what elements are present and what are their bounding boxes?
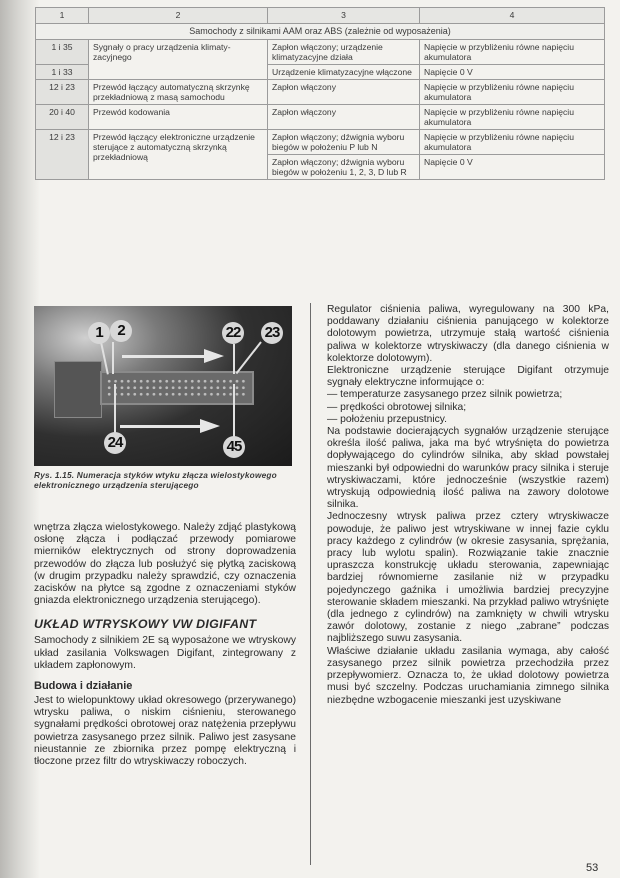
column-number: 1	[36, 8, 89, 24]
column-divider	[310, 303, 311, 865]
result-cell: Napięcie 0 V	[420, 155, 605, 180]
arrow-head-icon	[204, 349, 224, 363]
direction-arrow-bottom	[120, 425, 202, 428]
result-cell: Napięcie w przybliżeniu równe napięciu akumulatora	[420, 105, 605, 130]
paragraph: Jednoczesny wtrysk paliwa przez cztery wtryskiwacze powoduje, że paliwo jest wtryskiwane w innej fazie cyklu pracy każdego z cylindrów (w okresie zasysania, sprężania, pracy lub wylotu spalin). Rozwiązanie takie znacznie upraszcza konstrukcję układu sterowania, zapewniając bardziej równomierne zasilanie niż w przypadku pojedynczego gaźnika i umożliwia bardziej precyzyjne sterowanie składem mieszanki. Na przykład paliwo wtryśnięte (dla jednego z cylindrów) na zamknięty w chwili wtrysku zawór dolotowy, zostanie z niego „zabrane” podczas najbliższego suwu zasysania.	[327, 511, 609, 645]
section-heading: UKŁAD WTRYSKOWY VW DIGIFANT	[34, 617, 257, 632]
circuit-cell: Sygnały o pracy urządzenia klimaty-zacyjnego	[89, 40, 268, 80]
section-title: Samochody z silnikami AAM oraz ABS (zależnie od wyposażenia)	[36, 24, 605, 40]
bullet-item: — temperaturze zasysanego przez silnik powietrza;	[327, 389, 563, 401]
condition-cell: Zapłon włączony; dźwignia wyboru biegów w położeniu 1, 2, 3, D lub R	[268, 155, 420, 180]
pin-label-2: 2	[110, 320, 132, 342]
right-text-column	[327, 304, 609, 707]
condition-cell: Zapłon włączony; urządzenie klimatyzacyjne działa	[268, 40, 420, 65]
pin-label-45: 45	[223, 436, 245, 458]
pin-label-23: 23	[261, 322, 283, 344]
paragraph: Właściwe działanie układu zasilania wymaga, aby całość zasysanego przez silnik powietrza przechodziła przez przepływomierz. Oznacza to, że układ dolotowy powietrza musi być szczelny. Podczas uruchamiania zimnego silnika niezbędne wzbogacenie mieszanki jest uzyskiwane	[327, 645, 609, 706]
pin-label-22: 22	[222, 322, 244, 344]
pin-cell: 20 i 40	[36, 105, 89, 130]
column-number: 2	[89, 8, 268, 24]
test-values-table	[35, 7, 605, 180]
circuit-cell: Przewód łączący elektroniczne urządzenie sterujące z automatyczną skrzynką przekładniową	[89, 130, 268, 180]
multi-pin-connector	[100, 371, 254, 405]
paragraph: Samochody z silnikiem 2E są wyposażone we wtryskowy układ zasilania Volkswagen Digifant, zintegrowany z układem zapłonowym.	[34, 635, 296, 671]
bullet-item: — prędkości obrotowej silnika;	[327, 401, 467, 413]
left-text-column	[34, 522, 296, 768]
column-number: 4	[420, 8, 605, 24]
pin-cell: 12 i 23	[36, 130, 89, 180]
table-row	[36, 40, 605, 65]
table-section-title	[36, 24, 605, 40]
page-number: 53	[586, 862, 599, 874]
subsection-heading: Budowa i działanie	[34, 680, 133, 693]
table-column-numbers	[36, 8, 605, 24]
pin-cell: 12 i 23	[36, 80, 89, 105]
column-number: 3	[268, 8, 420, 24]
condition-cell: Zapłon włączony	[268, 80, 420, 105]
pointer-line	[112, 342, 114, 374]
condition-cell: Zapłon włączony	[268, 105, 420, 130]
paragraph: Jest to wielopunktowy układ okresowego (przerywanego) wtrysku paliwa, o niskim ciśnieniu, sterowanego sygnałami prędkości obrotowej oraz natężenia przepływu powietrza zasysanego przez silnik. Paliwo jest zasysane nieustannie ze zbiornika przez pompę elektryczną i tłoczone przez filtr do wtryskiwaczy roboczych.	[34, 695, 296, 768]
paragraph: Elektroniczne urządzenie sterujące Digifant otrzymuje sygnały elektryczne informujące o:	[327, 365, 609, 389]
bullet-item: — położeniu przepustnicy.	[327, 413, 448, 425]
paragraph: Regulator ciśnienia paliwa, wyregulowany na 300 kPa, poddawany działaniu ciśnienia panującego w kolektorze dolotowym powietrza, utrzymuje stałą wartość ciśnienia paliwa w kolektorze wtryskiwaczy (dla danego ciśnienia w kolektorze dolotowym).	[327, 304, 609, 364]
pin-cell: 1 i 33	[36, 65, 89, 80]
paragraph: Na podstawie docierających sygnałów urządzenie sterujące określa ilość paliwa, jaka ma być wtryśnięta do powietrza dopływającego do cylindrów silnika, aby skład powstałej mieszanki był odpowiedni do warunków pracy silnika i steruje wtryskiwaczami, które jednocześnie (wszystkie razem) wtryskują odpowiednią ilość paliwa na zawory dolotowe silnika.	[327, 426, 609, 511]
circuit-cell: Przewód łączący automatyczną skrzynkę przekładniową z masą samochodu	[89, 80, 268, 105]
circuit-cell: Przewód kodowania	[89, 105, 268, 130]
pointer-line	[114, 384, 116, 439]
connector-photo	[34, 306, 292, 466]
arrow-head-icon	[200, 419, 220, 433]
pointer-line	[236, 341, 262, 374]
condition-cell: Urządzenie klimatyzacyjne włączone	[268, 65, 420, 80]
result-cell: Napięcie 0 V	[420, 65, 605, 80]
result-cell: Napięcie w przybliżeniu równe napięciu akumulatora	[420, 130, 605, 155]
direction-arrow-top	[122, 355, 206, 358]
pointer-line	[233, 344, 235, 374]
result-cell: Napięcie w przybliżeniu równe napięciu akumulatora	[420, 40, 605, 65]
condition-cell: Zapłon włączony; dźwignia wyboru biegów w położeniu P lub N	[268, 130, 420, 155]
table-row	[36, 130, 605, 155]
connector-bracket	[54, 361, 102, 418]
pin-label-1: 1	[88, 322, 110, 344]
figure-caption: Rys. 1.15. Numeracja styków wtyku złącza wielostykowego elektronicznego urządzenia sterującego	[34, 470, 277, 490]
paragraph: wnętrza złącza wielostykowego. Należy zdjąć plastykową osłonę złącza i podłączać przewody pomiarowe mierników elektrycznych od strony doprowadzenia przewodów do złącza lub posłużyć się płytką zaciskową (w drugim przypadku należy sprawdzić, czy oznaczenia zacisków na płytce są zgodne z oznaczeniami styków gniazda elektronicznego urządzenia sterującego).	[34, 522, 296, 607]
pointer-line	[233, 384, 235, 441]
table-row	[36, 80, 605, 105]
pin-cell: 1 i 35	[36, 40, 89, 65]
connector-pins	[106, 378, 248, 398]
result-cell: Napięcie w przybliżeniu równe napięciu akumulatora	[420, 80, 605, 105]
pin-label-24: 24	[104, 432, 126, 454]
table-row	[36, 105, 605, 130]
